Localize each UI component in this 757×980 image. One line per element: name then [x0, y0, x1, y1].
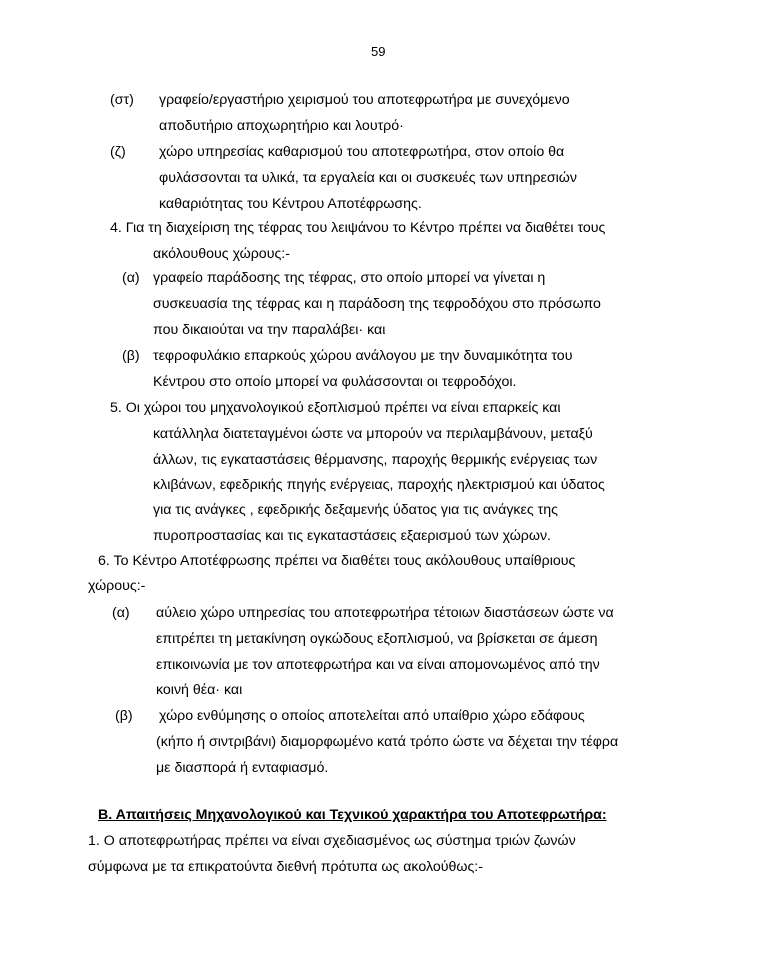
paragraph-5-line-6: πυροπροστασίας και τις εγκαταστάσεις εξαερισμού των χώρων.	[153, 528, 551, 544]
item-st-line-1: γραφείο/εργαστήριο χειρισμού του αποτεφρωτήρα με συνεχόμενο	[159, 92, 570, 108]
item-z-line-3: καθαριότητας του Κέντρου Αποτέφρωσης.	[159, 196, 422, 212]
item-label-z: (ζ)	[110, 144, 126, 160]
item-label-4b: (β)	[122, 348, 140, 364]
item-4a-line-2: συσκευασία της τέφρας και η παράδοση της τεφροδόχου στο πρόσωπο	[153, 296, 601, 312]
page-number: 59	[371, 44, 386, 59]
item-label-6a: (α)	[112, 605, 130, 621]
paragraph-5-line-1: 5. Οι χώροι του μηχανολογικού εξοπλισμού πρέπει να είναι επαρκείς και	[110, 400, 561, 416]
paragraph-5-line-3: άλλων, τις εγκαταστάσεις θέρμανσης, παροχής θερμικής ενέργειας των	[153, 452, 598, 468]
item-6b-line-2: (κήπο ή σιντριβάνι) διαμορφωμένο κατά τρόπο ώστε να δέχεται την τέφρα	[156, 734, 619, 750]
item-label-4a: (α)	[122, 270, 140, 286]
item-label-st: (στ)	[110, 92, 134, 108]
paragraph-6-line-2: χώρους:-	[88, 578, 146, 594]
paragraph-5-line-2: κατάλληλα διατεταγμένοι ώστε να μπορούν να περιλαμβάνουν, μεταξύ	[153, 426, 593, 442]
item-label-6b: (β)	[115, 708, 133, 724]
section-b-heading: Β. Απαιτήσεις Μηχανολογικού και Τεχνικού χαρακτήρα του Αποτεφρωτήρα:	[98, 807, 607, 823]
item-6a-line-2: επιτρέπει τη μετακίνηση ογκώδους εξοπλισμού, να βρίσκεται σε άμεση	[156, 631, 598, 647]
paragraph-4-line-2: ακόλουθους χώρους:-	[153, 246, 290, 262]
paragraph-5-line-4: κλιβάνων, εφεδρικής πηγής ενέργειας, παροχής ηλεκτρισμού και ύδατος	[153, 477, 605, 493]
item-6b-line-3: με διασπορά ή ενταφιασμό.	[156, 760, 329, 776]
section-b-paragraph-1-line-2: σύμφωνα με τα επικρατούντα διεθνή πρότυπα ως ακολούθως:-	[88, 859, 483, 875]
item-6a-line-4: κοινή θέα· και	[156, 682, 243, 698]
item-6a-line-1: αύλειο χώρο υπηρεσίας του αποτεφρωτήρα τέτοιων διαστάσεων ώστε να	[156, 605, 614, 621]
item-4a-line-1: γραφείο παράδοσης της τέφρας, στο οποίο μπορεί να γίνεται η	[153, 270, 546, 286]
item-6a-line-3: επικοινωνία με τον αποτεφρωτήρα και να είναι απομονωμένος από την	[156, 657, 600, 673]
item-6b-line-1: χώρο ενθύμησης ο οποίος αποτελείται από υπαίθριο χώρο εδάφους	[159, 708, 585, 724]
paragraph-4-line-1: 4. Για τη διαχείριση της τέφρας του λειψάνου το Κέντρο πρέπει να διαθέτει τους	[110, 220, 606, 236]
paragraph-5-line-5: για τις ανάγκες , εφεδρικής δεξαμενής ύδατος για τις ανάγκες της	[153, 502, 558, 518]
section-b-paragraph-1-line-1: 1. Ο αποτεφρωτήρας πρέπει να είναι σχεδιασμένος ως σύστημα τριών ζωνών	[88, 833, 576, 849]
item-4a-line-3: που δικαιούται να την παραλάβει· και	[153, 322, 386, 338]
paragraph-6-line-1: 6. Το Κέντρο Αποτέφρωσης πρέπει να διαθέτει τους ακόλουθους υπαίθριους	[98, 553, 576, 569]
item-4b-line-2: Κέντρου στο οποίο μπορεί να φυλάσσονται οι τεφροδόχοι.	[153, 374, 517, 390]
item-z-line-1: χώρο υπηρεσίας καθαρισμού του αποτεφρωτήρα, στον οποίο θα	[159, 144, 565, 160]
item-4b-line-1: τεφροφυλάκιο επαρκούς χώρου ανάλογου με την δυναμικότητα του	[153, 348, 573, 364]
item-st-line-2: αποδυτήριο αποχωρητήριο και λουτρό·	[159, 118, 404, 134]
item-z-line-2: φυλάσσονται τα υλικά, τα εργαλεία και οι συσκευές των υπηρεσιών	[159, 170, 577, 186]
